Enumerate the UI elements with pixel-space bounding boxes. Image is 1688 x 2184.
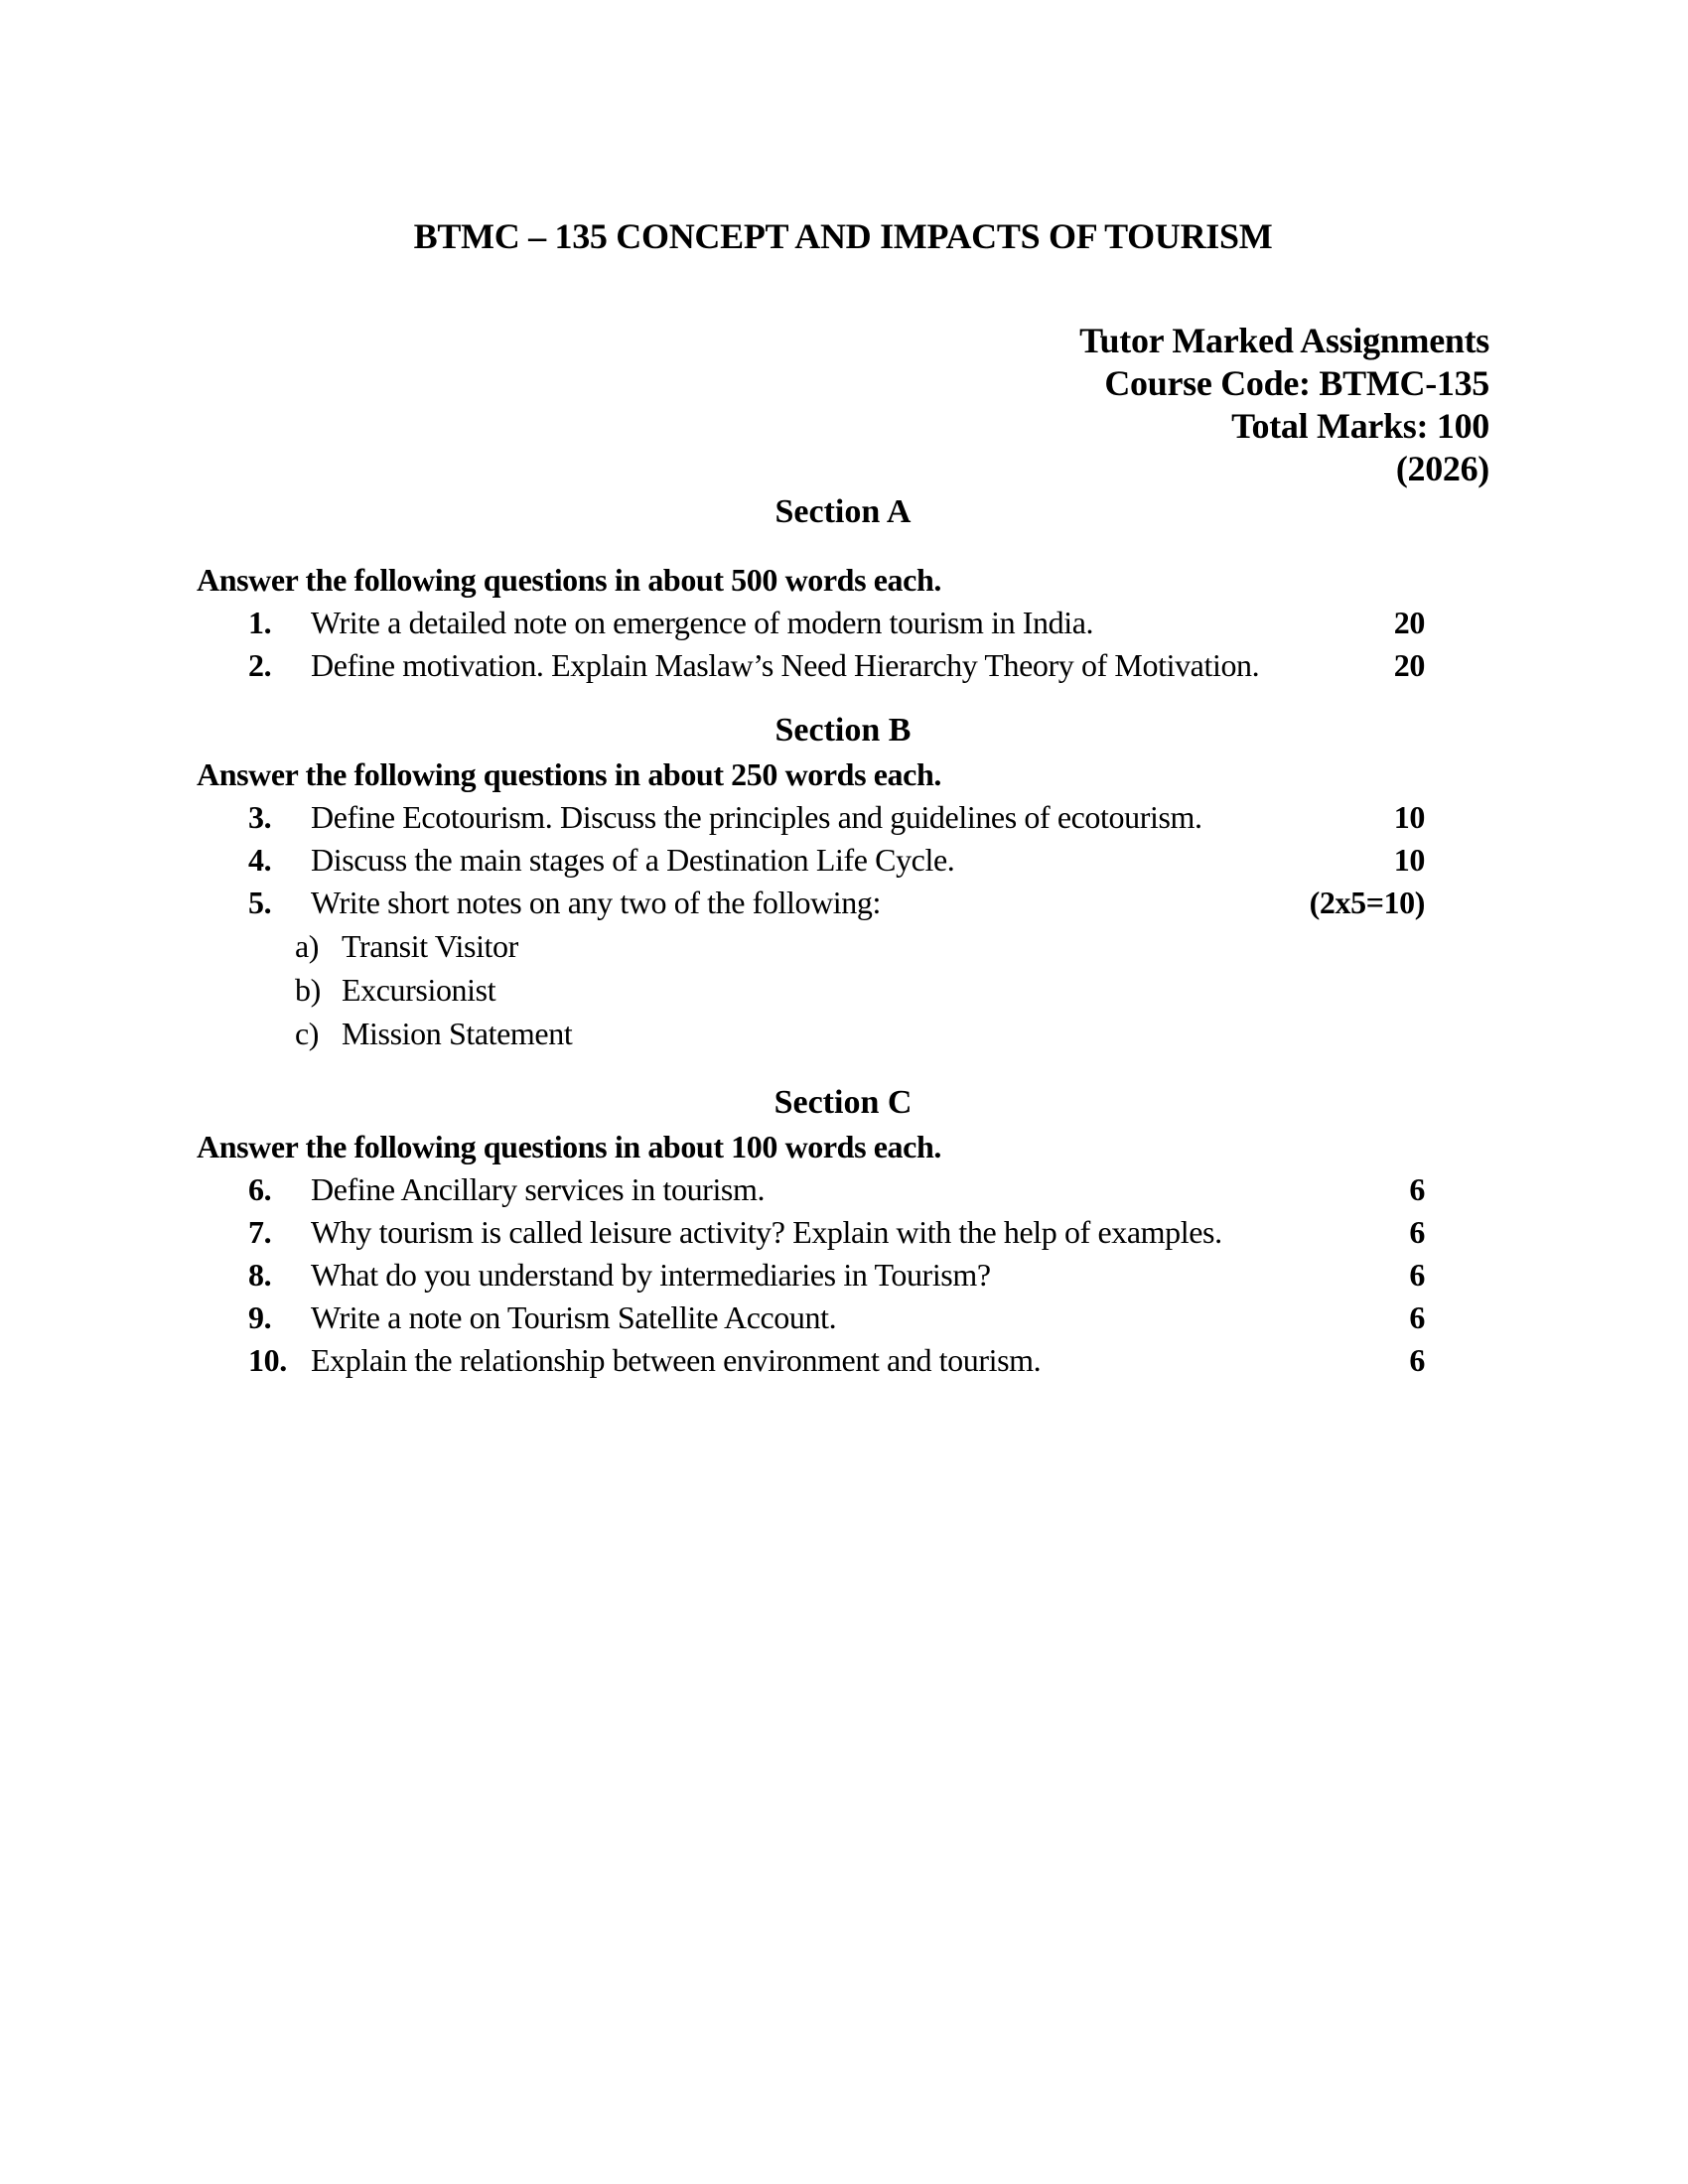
question-marks: 20 (1393, 647, 1425, 683)
subquestion-row (197, 968, 1489, 1012)
question-marks: 6 (1409, 1257, 1425, 1293)
question-text: Define Ancillary services in tourism. (311, 1171, 766, 1207)
question-marks: (2x5=10) (1309, 885, 1425, 920)
question-marks: 10 (1393, 799, 1425, 835)
subquestion-text: Excursionist (342, 972, 496, 1008)
question-row (197, 839, 1489, 882)
question-row (197, 796, 1489, 839)
question-text: Write a detailed note on emergence of modern tourism in India. (311, 605, 1094, 640)
question-row (197, 1297, 1489, 1339)
question-marks: 6 (1409, 1299, 1425, 1335)
question-marks: 6 (1409, 1214, 1425, 1250)
subquestion-label: b) (295, 972, 321, 1008)
question-text: Why tourism is called leisure activity? Explain with the help of examples. (311, 1214, 1222, 1250)
subquestion-text: Mission Statement (342, 1016, 573, 1051)
session-year-label: (2026) (1395, 449, 1489, 488)
assignment-meta-block (197, 320, 1489, 490)
section-c-instruction: Answer the following questions in about 100 words each. (197, 1129, 941, 1164)
question-number: 8. (248, 1257, 272, 1293)
subquestion-row (197, 1012, 1489, 1055)
question-number: 3. (248, 799, 272, 835)
question-text: Write a note on Tourism Satellite Account. (311, 1299, 837, 1335)
question-marks: 6 (1409, 1342, 1425, 1378)
question-marks: 6 (1409, 1171, 1425, 1207)
total-marks-label: Total Marks: 100 (1231, 406, 1489, 446)
question-number: 1. (248, 605, 272, 640)
question-text: Discuss the main stages of a Destination Life Cycle. (311, 842, 955, 878)
question-text: Define motivation. Explain Maslaw’s Need Hierarchy Theory of Motivation. (311, 647, 1260, 683)
course-code-label: Course Code: BTMC-135 (1104, 363, 1489, 403)
question-text: Define Ecotourism. Discuss the principles and guidelines of ecotourism. (311, 799, 1202, 835)
section-a-instruction: Answer the following questions in about 500 words each. (197, 562, 941, 598)
section-b-instruction: Answer the following questions in about 250 words each. (197, 756, 941, 792)
question-marks: 10 (1393, 842, 1425, 878)
question-row (197, 602, 1489, 644)
section-b-heading: Section B (774, 712, 912, 749)
question-number: 10. (248, 1342, 287, 1378)
question-text: Write short notes on any two of the following: (311, 885, 881, 920)
question-row (197, 1254, 1489, 1297)
question-text: Explain the relationship between environment and tourism. (311, 1342, 1042, 1378)
subquestion-label: c) (295, 1016, 320, 1051)
question-number: 2. (248, 647, 272, 683)
subquestion-row (197, 924, 1489, 968)
question-number: 5. (248, 885, 272, 920)
question-number: 7. (248, 1214, 272, 1250)
section-c-heading: Section C (774, 1084, 913, 1121)
question-row (197, 1211, 1489, 1254)
document-title: BTMC – 135 CONCEPT AND IMPACTS OF TOURISM (413, 216, 1273, 256)
subquestion-label: a) (295, 928, 320, 964)
subquestion-text: Transit Visitor (342, 928, 518, 964)
question-row (197, 882, 1489, 924)
question-number: 4. (248, 842, 272, 878)
question-row (197, 1168, 1489, 1211)
question-marks: 20 (1393, 605, 1425, 640)
question-number: 9. (248, 1299, 272, 1335)
question-text: What do you understand by intermediaries in Tourism? (311, 1257, 991, 1293)
section-a-heading: Section A (774, 493, 912, 530)
question-row (197, 644, 1489, 687)
assignment-type-label: Tutor Marked Assignments (1079, 321, 1489, 360)
question-row (197, 1339, 1489, 1382)
question-number: 6. (248, 1171, 272, 1207)
